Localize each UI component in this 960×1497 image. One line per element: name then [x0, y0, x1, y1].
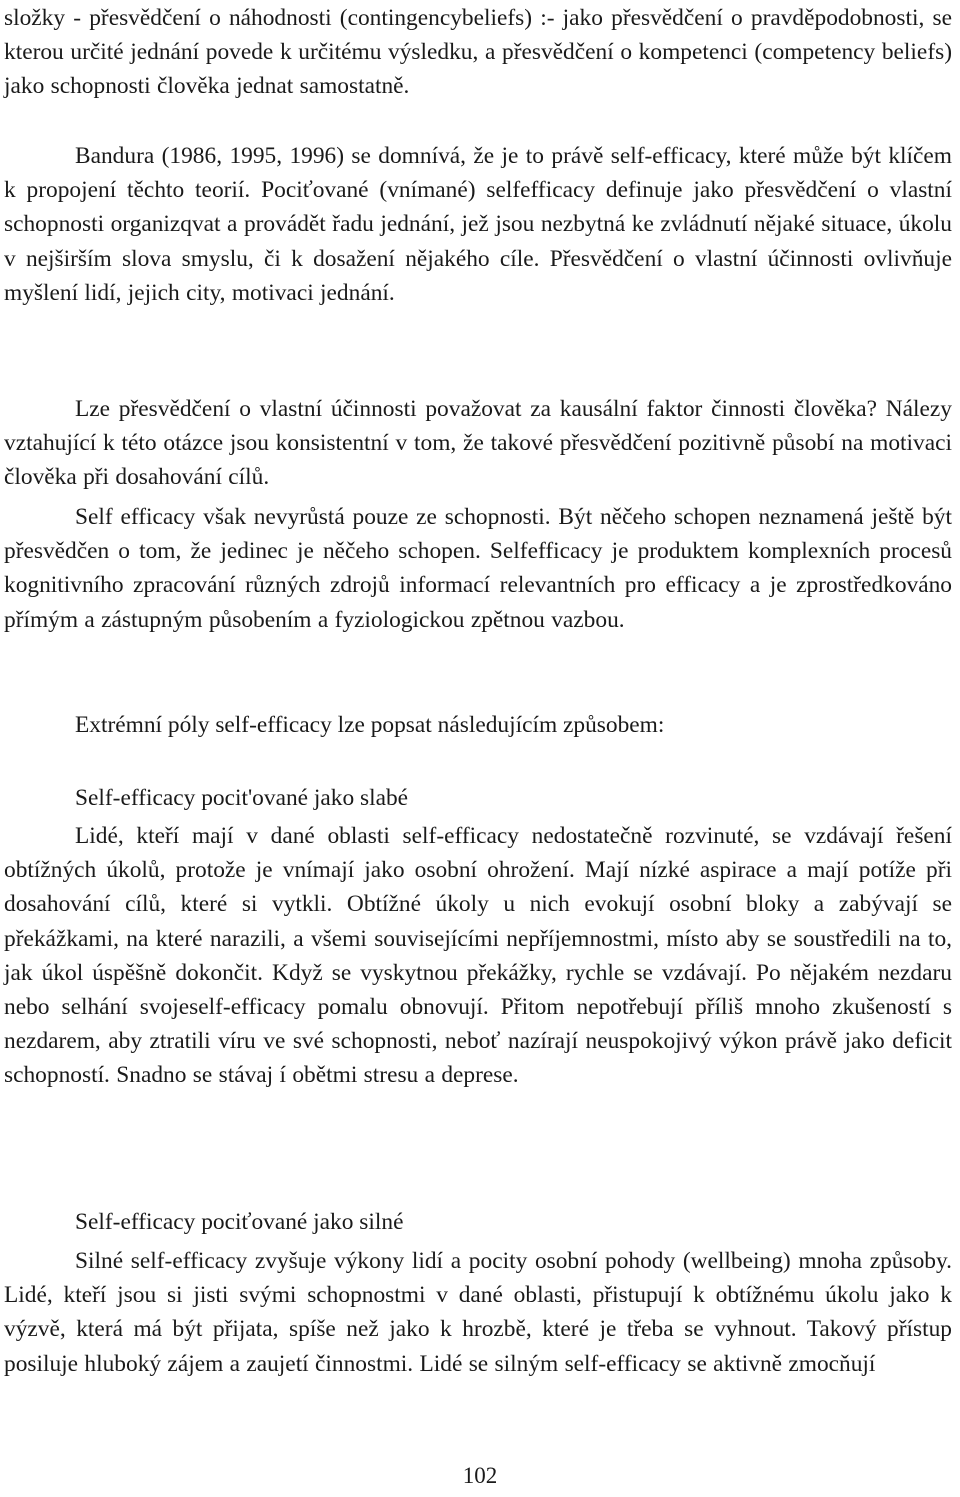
paragraph-causal-factor: Lze přesvědčení o vlastní účinnosti považovat za kausální faktor činnosti člověka? Nálezy vztahující k této otázce jsou konsistentní v tom, že takové přesvědčení pozitivně působí na motivaci člověka při dosahování cílů. [4, 396, 952, 491]
heading-extreme-poles: Extrémní póly self-efficacy lze popsat následujícím způsobem: [75, 712, 665, 738]
paragraph-bandura: Bandura (1986, 1995, 1996) se domnívá, že je to právě self-efficacy, které může být klíčem k propojení těchto teorií. Pociťované (vnímané) selfefficacy definuje jako přesvědčení o vlastní schopnosti organizqvat a provádět řadu jednání, jež jsou nezbytná ke zvládnutí nějaké situace, úkolu v nejširším slova smyslu, či k dosažení nějakého cíle. Přesvědčení o vlastní účinnosti ovlivňuje myšlení lidí, jejich city, motivaci jednání. [4, 143, 952, 306]
paragraph-contingency-beliefs: složky - přesvědčení o náhodnosti (contingencybeliefs) :- jako přesvědčení o pravděpodobnosti, se kterou určité jednání povede k určitému výsledku, a přesvědčení o kompetenci (competency beliefs) jako schopnosti člověka jednat samostatně. [4, 5, 952, 100]
page-number: 102 [462, 1463, 498, 1488]
heading-strong-self-efficacy: Self-efficacy pociťované jako silné [75, 1209, 404, 1235]
paragraph-self-efficacy-origin: Self efficacy však nevyrůstá pouze ze schopnosti. Být něčeho schopen neznamená ještě být přesvědčen o tom, že jedinec je něčeho schopen. Selfefficacy je produktem komplexních procesů kognitivního zpracování různých zdrojů informací relevantních pro efficacy a je zprostředkováno přímým a zástupným působením a fyziologickou zpětnou vazbou. [4, 504, 952, 633]
heading-weak-self-efficacy: Self-efficacy pocit'ované jako slabé [75, 785, 409, 811]
paragraph-strong-self-efficacy: Silné self-efficacy zvyšuje výkony lidí a pocity osobní pohody (wellbeing) mnoha způsoby. Lidé, kteří jsou si jisti svými schopnostmi v dané oblasti, přistupují k obtížnému úkolu jako k výzvě, která má být přijata, spíše než jako k hrozbě, které je třeba se vyhnout. Takový přístup posiluje hluboký zájem a zaujetí činnostmi. Lidé se silným self-efficacy se aktivně zmocňují [4, 1248, 952, 1377]
paragraph-weak-self-efficacy: Lidé, kteří mají v dané oblasti self-efficacy nedostatečně rozvinuté, se vzdávají řešení obtížných úkolů, protože je vnímají jako osobní ohrožení. Mají nízké aspirace a mají potíže při dosahování cílů, které si vytkli. Obtížné úkoly u nich evokují osobní bloky a zabývají se překážkami, na které narazili, a všemi souvisejícími nepříjemnostmi, místo aby se soustředili na to, jak úkol úspěšně dokončit. Když se vyskytnou překážky, rychle se vzdávají. Po nějakém nezdaru nebo selhání svojeself-efficacy pomalu obnovují. Přitom nepotřebují příliš mnoho zkušeností s nezdarem, aby ztratili víru ve své schopnosti, neboť nazírají neuspokojivý výkon právě jako deficit schopností. Snadno se stávaj í obětmi stresu a deprese. [4, 823, 952, 1089]
